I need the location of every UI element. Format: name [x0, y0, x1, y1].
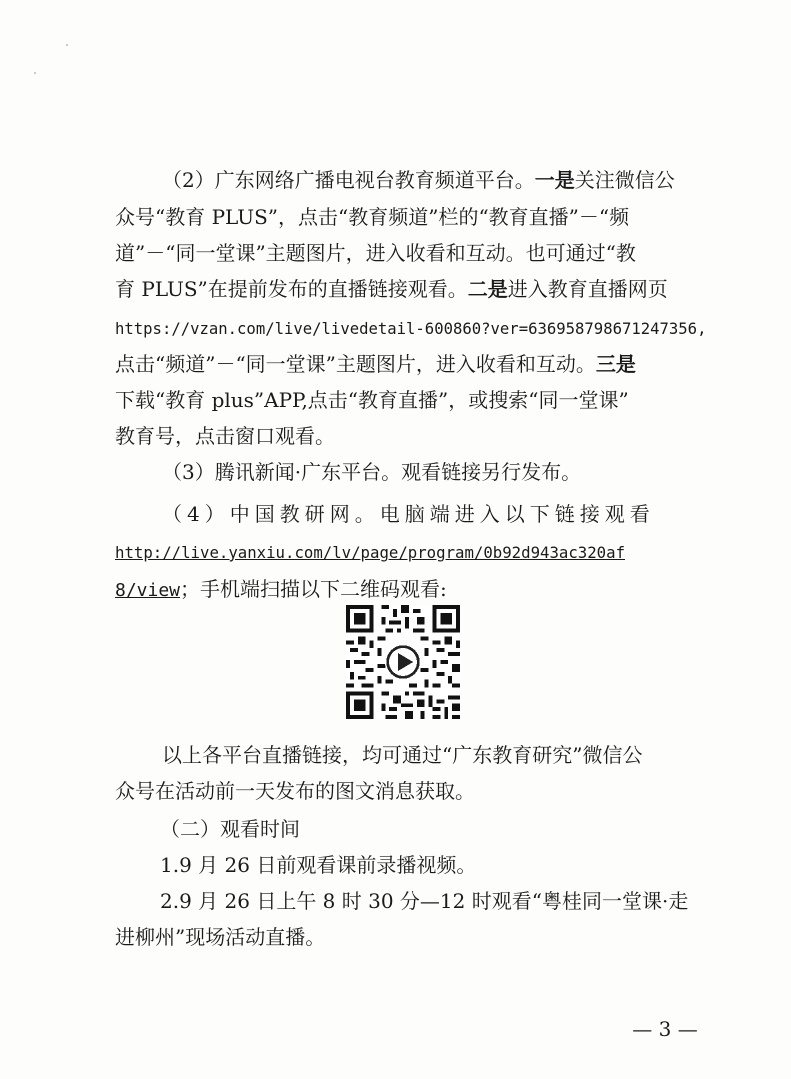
paragraph-line: 众号在活动前一天发布的图文消息获取。 — [115, 779, 475, 803]
paragraph-line: （4）中国教研网。电脑端进入以下链接观看 — [162, 502, 655, 526]
paragraph-line: 以上各平台直播链接，均可通过“广东教育研究”微信公 — [162, 743, 643, 767]
yanxiu-link-end[interactable]: 8/view — [115, 580, 181, 601]
paragraph-line: 众号“教育 PLUS”，点击“教育频道”栏的“教育直播”－“频 — [115, 205, 630, 229]
list-item-continued: 进柳州”现场活动直播。 — [115, 925, 326, 949]
qr-code[interactable] — [346, 605, 460, 719]
section-title: （二）观看时间 — [160, 817, 300, 841]
list-item: 1.9 月 26 日前观看课前录播视频。 — [160, 853, 477, 877]
paragraph-line: 点击“频道”－“同一堂课”主题图片，进入收看和互动。三是 — [115, 352, 636, 376]
scan-speck — [66, 44, 68, 46]
paragraph-tencent: （3）腾讯新闻·广东平台。观看链接另行发布。 — [162, 460, 582, 484]
paragraph-line: （2）广东网络广播电视台教育频道平台。一是关注微信公 — [162, 168, 675, 192]
paragraph-line: 教育号，点击窗口观看。 — [115, 424, 335, 448]
scan-speck — [34, 72, 36, 74]
list-item: 2.9 月 26 日上午 8 时 30 分—12 时观看“粤桂同一堂课·走 — [160, 889, 689, 913]
yanxiu-link[interactable]: http://live.yanxiu.com/lv/page/program/0b92d943ac320af — [115, 543, 626, 562]
paragraph-line: 道”－“同一堂课”主题图片，进入收看和互动。也可通过“教 — [115, 241, 636, 265]
vzan-link[interactable]: https://vzan.com/live/livedetail-600860?ver=636958798671247356, — [115, 320, 707, 338]
paragraph-line: 8/view；手机端扫描以下二维码观看: — [115, 577, 447, 601]
page-number: — 3 — — [632, 1017, 698, 1041]
paragraph-line: 下载“教育 plus”APP,点击“教育直播”，或搜索“同一堂课” — [115, 388, 629, 412]
paragraph-line: 育 PLUS”在提前发布的直播链接观看。二是进入教育直播网页 — [115, 277, 668, 301]
